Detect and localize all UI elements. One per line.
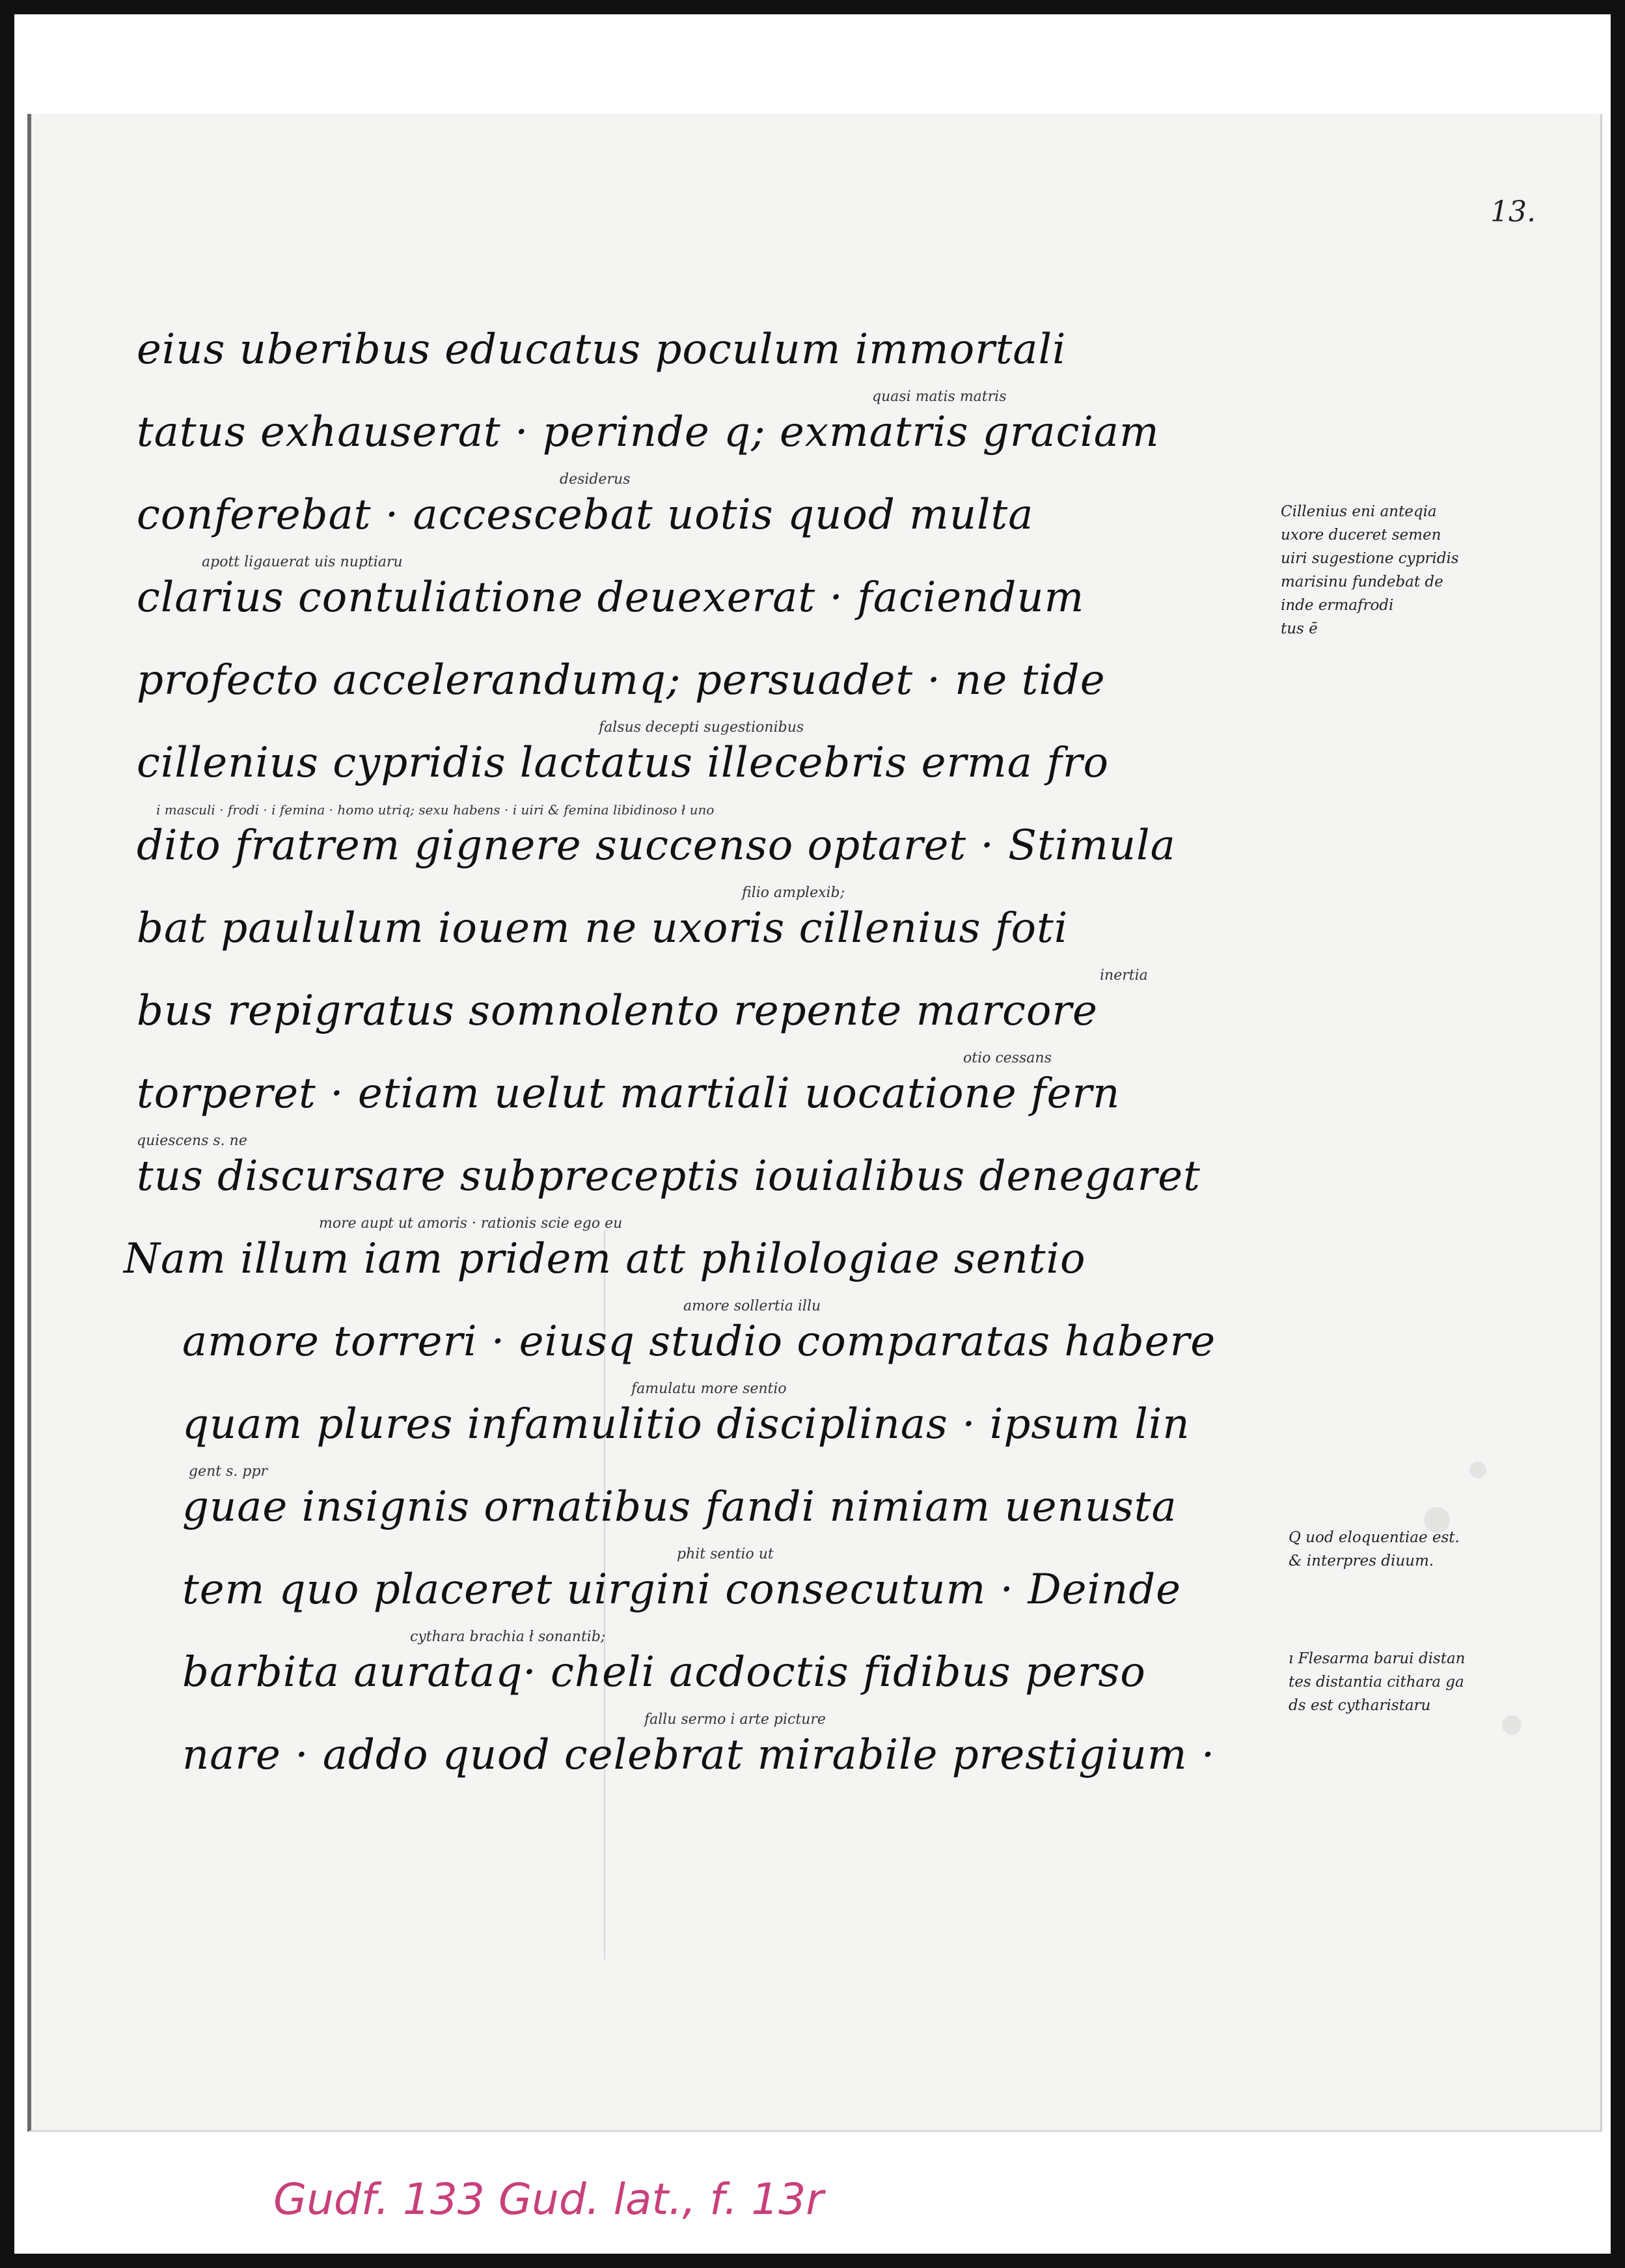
interlinear-gloss: famulatu more sentio <box>631 1381 787 1397</box>
main-text-line: tatus exhauserat · perinde q; exmatris graciam <box>137 408 1160 456</box>
interlinear-gloss: filio amplexib; <box>742 885 845 901</box>
text-line <box>137 802 1282 885</box>
main-text-line: conferebat · accescebat uotis quod multa <box>137 491 1034 539</box>
interlinear-gloss: apott ligauerat uis nuptiaru <box>202 554 403 570</box>
margin-note-middle: Q uod eloquentiae est. & interpres diuum. <box>1289 1529 1460 1570</box>
interlinear-gloss: amore sollertia illu <box>683 1298 821 1314</box>
main-text-line: clarius contuliatione deuexerat · faciendum <box>137 574 1085 622</box>
text-line <box>124 1215 1282 1298</box>
interlinear-gloss: otio cessans <box>963 1050 1052 1066</box>
main-text-line: torperet · etiam uelut martiali uocatione fern <box>137 1070 1121 1118</box>
text-line <box>137 1381 1282 1463</box>
interlinear-gloss: gent s. ppr <box>189 1463 268 1480</box>
text-line <box>137 1711 1282 1794</box>
interlinear-gloss: more aupt ut amoris · rationis scie ego eu <box>319 1215 623 1232</box>
interlinear-gloss: quasi matis matris <box>872 389 1007 405</box>
text-line <box>137 719 1282 802</box>
main-text-line: bus repigratus somnolento repente marcore <box>137 987 1098 1035</box>
main-text-block <box>124 306 1282 1794</box>
main-text-line: bat paululum iouem ne uxoris cillenius foti <box>137 904 1069 952</box>
text-line <box>137 1463 1282 1546</box>
text-line <box>137 306 1282 389</box>
margin-note-lower: ı Flesarma barui distan tes distantia cithara ga ds est cytharistaru <box>1289 1650 1466 1714</box>
text-line <box>137 389 1282 471</box>
margin-note-top: Cillenius eni anteqia uxore duceret semen uiri sugestione cypridis marisinu fundebat de inde ermafrodi tus ē <box>1281 503 1459 637</box>
interlinear-gloss: quiescens s. ne <box>137 1133 247 1149</box>
interlinear-gloss: phit sentio ut <box>677 1546 774 1562</box>
main-text-line: tus discursare subpreceptis iouialibus denegaret <box>137 1152 1201 1200</box>
interlinear-gloss: desiderus <box>560 471 631 488</box>
main-text-line: guae insignis ornatibus fandi nimiam uenusta <box>182 1483 1177 1531</box>
text-line <box>137 1050 1282 1133</box>
main-text-line: profecto accelerandumq; persuadet · ne tide <box>137 656 1106 704</box>
main-text-line: nare · addo quod celebrat mirabile prestigium · <box>182 1731 1216 1779</box>
interlinear-gloss: inertia <box>1100 967 1148 984</box>
text-line <box>137 1133 1282 1215</box>
interlinear-gloss: i masculi · frodi · i femina · homo utriq; sexu habens · i uiri & femina libidinoso ł uno <box>156 802 715 818</box>
text-line <box>137 1298 1282 1381</box>
main-text-line: amore torreri · eiusq studio comparatas habere <box>182 1318 1216 1366</box>
text-line <box>137 471 1282 554</box>
main-text-line: Nam illum iam pridem att philologiae sentio <box>124 1235 1086 1283</box>
interlinear-gloss: falsus decepti sugestionibus <box>599 719 804 736</box>
text-line <box>137 637 1282 719</box>
main-text-line: dito fratrem gignere succenso optaret · Stimula <box>137 822 1176 870</box>
folio-number: 13. <box>1490 195 1536 228</box>
interlinear-gloss: cythara brachia ł sonantib; <box>410 1629 606 1645</box>
main-text-line: eius uberibus educatus poculum immortali <box>137 325 1067 374</box>
text-line <box>137 1546 1282 1629</box>
text-line <box>137 1629 1282 1711</box>
text-line <box>137 967 1282 1050</box>
shelfmark-label: Gudf. 133 Gud. lat., f. 13r <box>273 2174 824 2224</box>
paper-stain <box>1469 1461 1486 1478</box>
interlinear-gloss <box>137 637 1282 659</box>
main-text-line: quam plures infamulitio disciplinas · ipsum lin <box>182 1400 1190 1448</box>
main-text-line: barbita aurataq· cheli acdoctis fidibus perso <box>182 1648 1146 1696</box>
main-text-line: tem quo placeret uirgini consecutum · Deinde <box>182 1566 1182 1614</box>
interlinear-gloss <box>137 306 1282 328</box>
text-line <box>137 885 1282 967</box>
main-text-line: cillenius cypridis lactatus illecebris erma fro <box>137 739 1110 787</box>
text-line <box>137 554 1282 637</box>
interlinear-gloss: fallu sermo i arte picture <box>644 1711 826 1728</box>
